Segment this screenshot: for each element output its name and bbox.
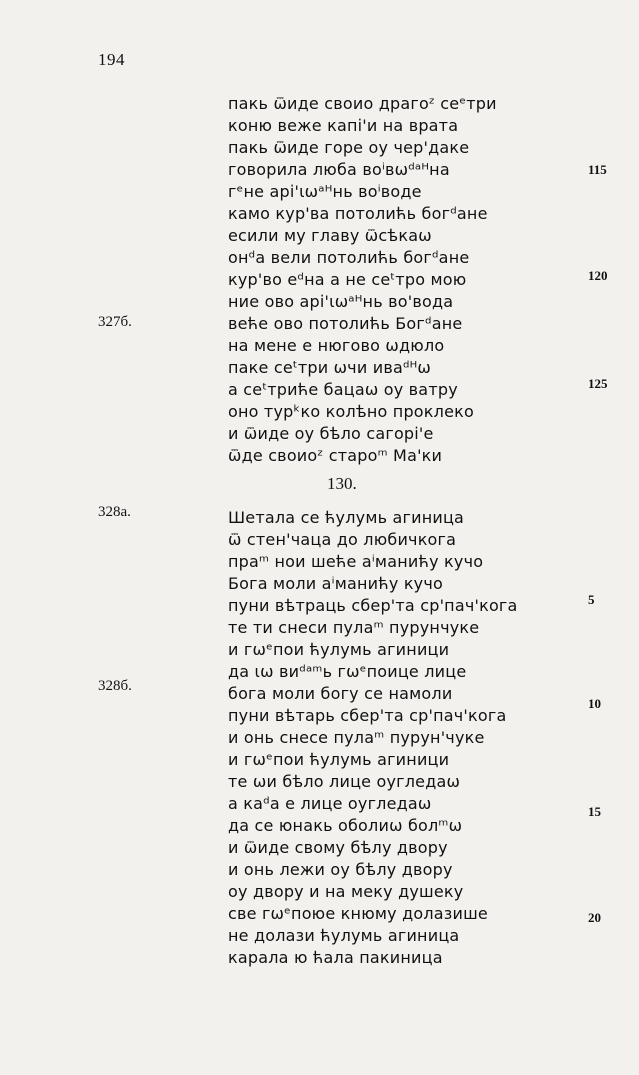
verse-line: не долази ћулумь агиница — [228, 926, 460, 945]
verse-line: а каᵈа е лице оугледаω — [228, 794, 432, 813]
line-number: 5 — [588, 592, 595, 607]
verse-line: и онь снесе пулаᵐ пурун'чуке — [228, 728, 485, 747]
section-number: 130. — [327, 474, 357, 493]
verse-line: говорила люба воⁱвωᵈᵃᴴна — [228, 160, 450, 179]
verse-line: Бога моли аⁱманићу кучо — [228, 574, 443, 593]
verse-line: ѿде своиоᶻ староᵐ Ма'ки — [228, 446, 443, 465]
line-number: 15 — [588, 804, 601, 819]
verse-line: бога моли богу се намоли — [228, 684, 453, 703]
verse-line: ѿ стен'чаца до любичкога — [228, 530, 457, 549]
verse-line: праᵐ нои шеће аⁱманићу кучо — [228, 552, 484, 571]
verse-line: те ти снеси пулаᵐ пурунчуке — [228, 618, 480, 637]
verse-line: и ѿиде свому бѣлу двору — [228, 838, 448, 857]
verse-line: онᵈа вели потолићь богᵈане — [228, 248, 470, 267]
verse-line: карала ю ћала пакиница — [228, 948, 443, 967]
verse-line: камо кур'ва потолићь богᵈане — [228, 204, 488, 223]
line-number: 125 — [588, 376, 608, 391]
verse-line: оу двору и на меку душеку — [228, 882, 464, 901]
verse-line: Шетала се ћулумь агиница — [228, 508, 465, 527]
verse-line: оно турᵏко колѣно проклеко — [228, 402, 474, 421]
manuscript-folio-marker: 328б. — [98, 678, 132, 694]
page-number: 194 — [98, 50, 125, 69]
verse-line: и гωᵉпои ћулумь агиници — [228, 750, 450, 769]
verse-line: кур'во еᵈна а не сеᵗтро мою — [228, 270, 467, 289]
verse-line: и гωᵉпои ћулумь агиници — [228, 640, 450, 659]
verse-line: гᵉне арі'ιωᵃᴴнь воⁱводе — [228, 182, 422, 201]
manuscript-folio-marker: 328а. — [98, 504, 131, 520]
verse-line: пуни вѣтраць сбер'та ср'пач'кога — [228, 596, 518, 615]
verse-line: и ѿиде оу бѣло сагорі'е — [228, 424, 434, 443]
verse-line: пуни вѣтарь сбер'та ср'пач'кога — [228, 706, 507, 725]
verse-line: на мене е нюгово ωдюло — [228, 336, 445, 355]
verse-line: паке сеᵗтри ωчи иваᵈᴴω — [228, 358, 432, 377]
verse-line: веће ово потолићь Богᵈане — [228, 314, 463, 333]
line-number: 20 — [588, 910, 601, 925]
verse-line: све гωᵉпоюе кнюму долазише — [228, 904, 488, 923]
verse-line: те ωи бѣло лице оугледаω — [228, 772, 461, 791]
manuscript-folio-marker: 327б. — [98, 314, 132, 330]
verse-line: есили му главу ѿсѣкаω — [228, 226, 432, 245]
verse-line: да се юнакь оболиω болᵐω — [228, 816, 463, 835]
verse-line: коню веже капі'и на врата — [228, 116, 459, 135]
verse-line: и онь лежи оу бѣлу двору — [228, 860, 453, 879]
verse-line: да ιω виᵈᵃᵐь гωᵉпоице лице — [228, 662, 467, 681]
verse-line: а сеᵗтриће бацаω оу ватру — [228, 380, 458, 399]
verse-line: ние ово арі'ιωᵃᴴнь во'вода — [228, 292, 454, 311]
verse-line: пакь ѿиде горе оу чер'даке — [228, 138, 470, 157]
line-number: 115 — [588, 162, 607, 177]
verse-line: пакь ѿиде своио драгоᶻ сеᵉтри — [228, 94, 497, 113]
line-number: 120 — [588, 268, 608, 283]
line-number: 10 — [588, 696, 601, 711]
